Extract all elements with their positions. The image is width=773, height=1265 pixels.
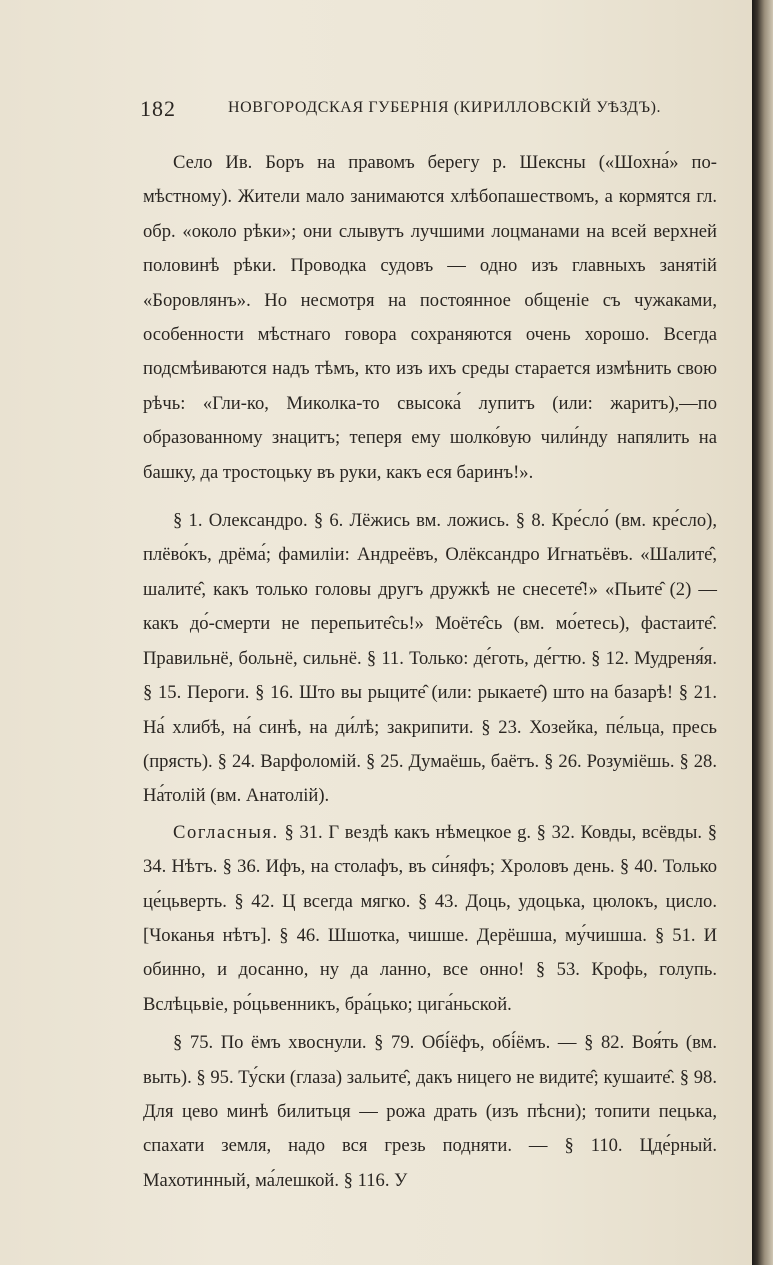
- paragraph-morphology: § 75. По ёмъ хвоснули. § 79. Обі́ёфъ, обі́ёмъ. — § 82. Воя́ть (вм. выть). § 95. Ту́ски (глаза) зальите̂, дакъ ницего не видите̂; кушаите̂. § 98. Для цево минѣ билитьця — рожа драть (изъ пѣсни); топити пецька, спахати земля, надо вся грезь подняти. — § 110. Цде́рный. Махотинный, ма́лешкой. § 116. У: [143, 1032, 717, 1191]
- page-body: [143, 146, 717, 1198]
- paragraph-consonants: [143, 816, 717, 1022]
- running-title: НОВГОРОДСКАЯ ГУБЕРНІЯ (КИРИЛЛОВСКІЙ УѢЗДЪ).: [228, 99, 662, 116]
- paragraph-vowels: § 1. Олександро. § 6. Лёжись вм. ложись. § 8. Кре́сло́ (вм. кре́сло), плёво́къ, дрёма́; фамиліи: Андреёвъ, Олёксандро Игнатьёвъ. «Шалите̂, шалите̂, какъ только головы другъ дружкѣ не снесете̂!» «Пьите̂ (2) — какъ до́-смерти не перепьите̂сь!» Моёте̂сь (вм. мо́етесь), фастаите̂. Правильнё, больнё, сильнё. § 11. Только: де́готь, де́гтю. § 12. Мудреня́я. § 15. Пероги. § 16. Што вы рыците̂ (или: рыкаете̂) што на базарѣ! § 21. На́ хлибѣ, на́ синѣ, на ди́лѣ; закрипити. § 23. Хозейка, пе́льца, пресь (прясть). § 24. Варфоломій. § 25. Думаёшь, баётъ. § 26. Розуміёшь. § 28. На́толій (вм. Анатолій).: [143, 510, 717, 807]
- book-gutter: [752, 0, 773, 1265]
- page-header: [140, 96, 720, 126]
- paragraph-village-description: Село Ив. Боръ на правомъ берегу р. Шексны («Шохна́» по-мѣстному). Жители мало занимаются хлѣбопашествомъ, а кормятся гл. обр. «около рѣки»; они слывутъ лучшими лоцманами на всей верхней половинѣ рѣки. Проводка судовъ — одно изъ главныхъ занятій «Боровлянъ». Но несмотря на постоянное общеніе съ чужаками, особенности мѣстнаго говора сохраняются очень хорошо. Всегда подсмѣиваются надъ тѣмъ, кто изъ ихъ среды старается измѣнить свою рѣчь: «Гли-ко, Миколка-то свысока́ лупитъ (или: жаритъ),—по образованному знацитъ; теперя ему шолко́вую чили́нду напялить на башку, да тростоцьку въ руки, какъ еся баринъ!».: [143, 152, 717, 483]
- page-number: 182: [140, 96, 176, 121]
- section-heading-consonants: Согласныя.: [173, 821, 279, 843]
- consonants-text: § 31. Г вездѣ какъ нѣмецкое g. § 32. Ковды, всёвды. § 34. Нѣтъ. § 36. Ифъ, на столафъ, въ си́няфъ; Хроловъ день. § 40. Только це́цьверть. § 42. Ц всегда мягко. § 43. Доць, удоцька, цюлокъ, цисло. [Чоканья нѣтъ]. § 46. Шшотка, чишше. Дерёшша, му́чишша. § 51. И обинно, и досанно, ну да ланно, все онно! § 53. Крофь, голупь. Вслѣцьвіе, ро́цьвенникъ, бра́цько; цига́ньской.: [143, 821, 717, 1015]
